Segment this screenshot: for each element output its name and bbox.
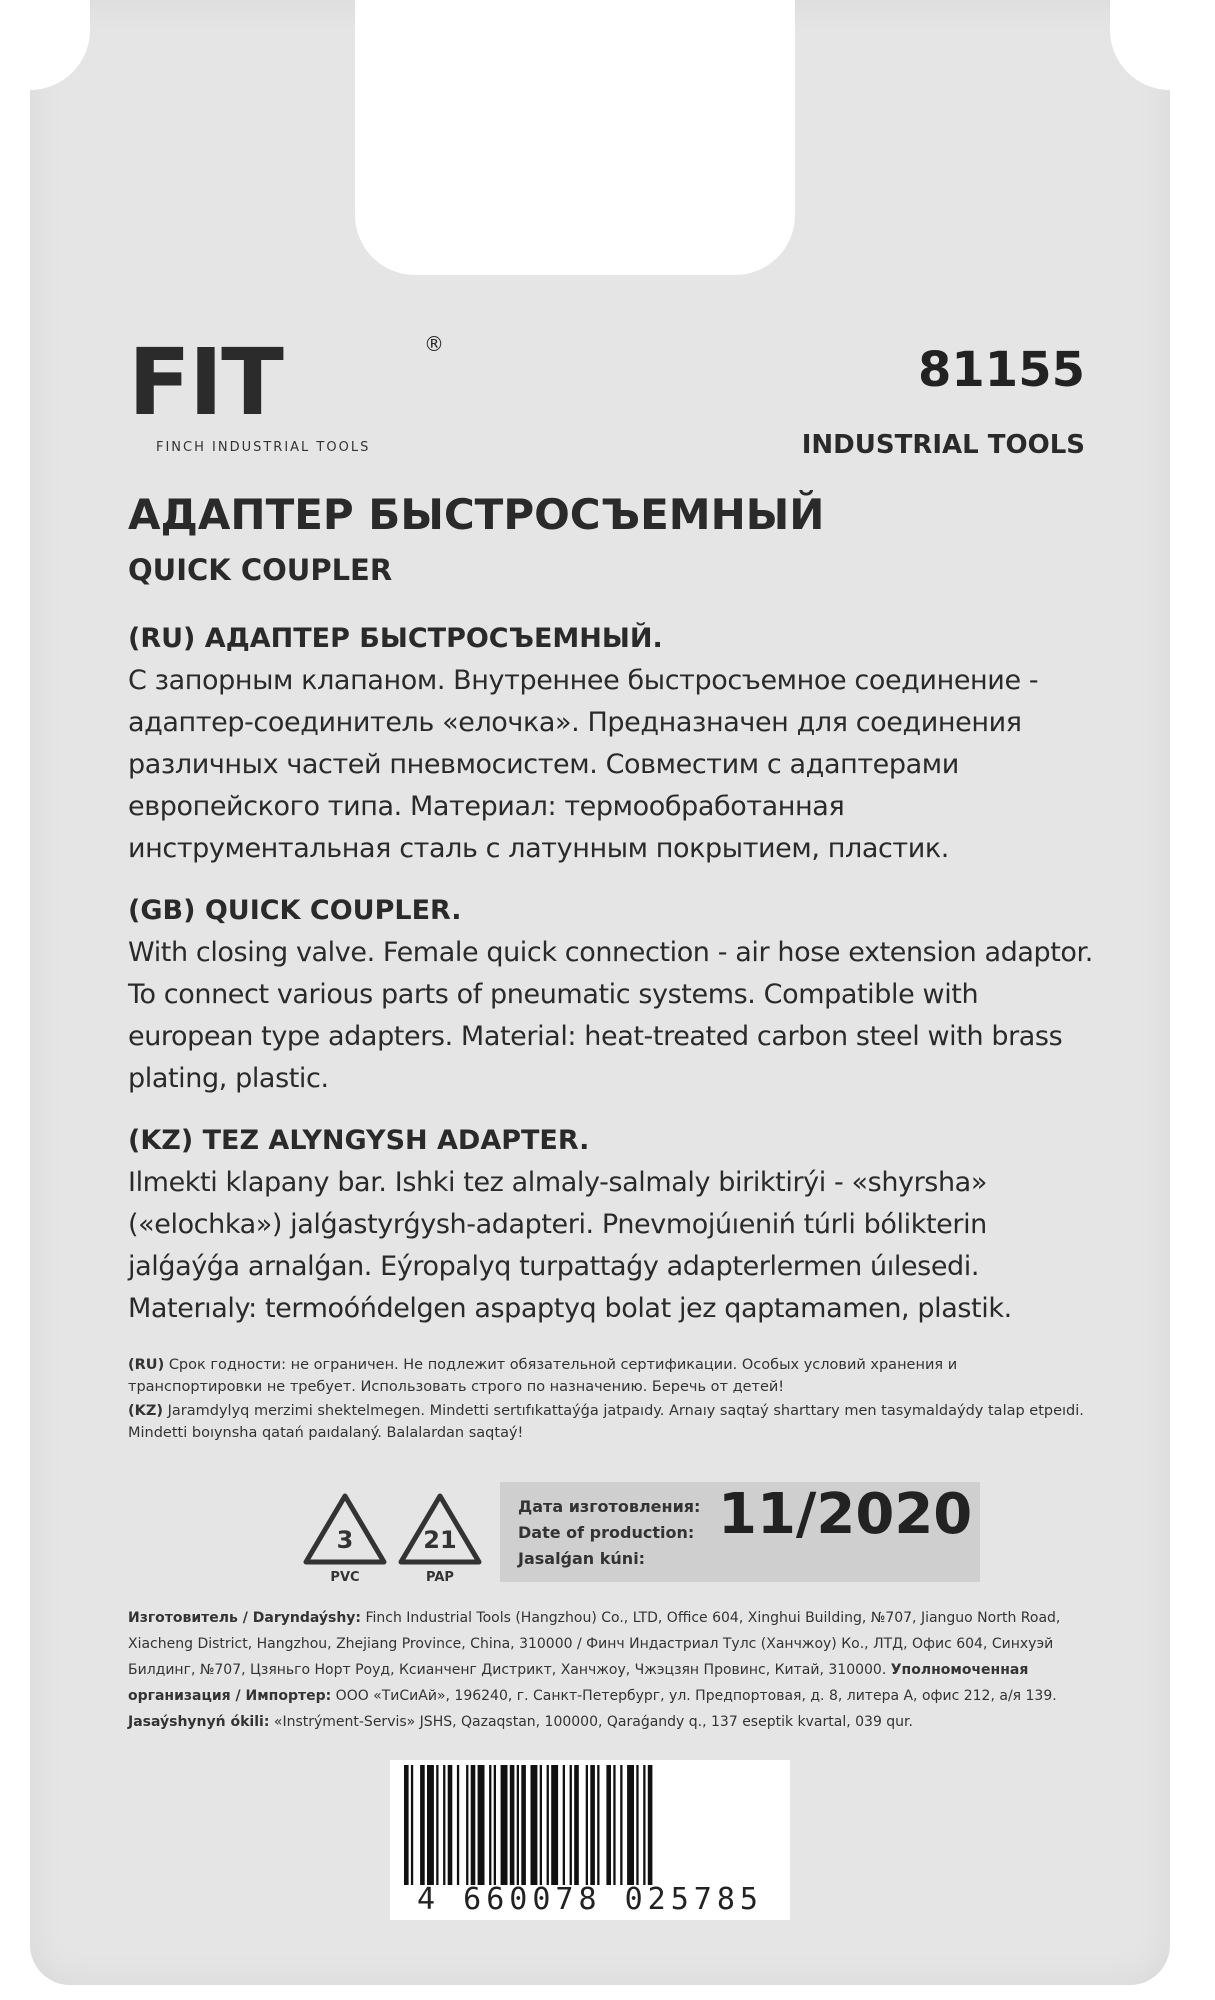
- barcode-bar: [521, 1765, 526, 1885]
- ru-header: (RU) АДАПТЕР БЫСТРОСЪЕМНЫЙ.: [128, 623, 663, 654]
- barcode-bar: [563, 1765, 565, 1885]
- title-ru: АДАПТЕР БЫСТРОСЪЕМНЫЙ: [128, 490, 825, 539]
- barcode-bar: [627, 1765, 634, 1885]
- manufacturer-label: Изготовитель / Daryndaýshy:: [128, 1610, 362, 1626]
- title-en: QUICK COUPLER: [128, 553, 393, 587]
- barcode-bar: [489, 1765, 491, 1885]
- manufacturer-info: [128, 1605, 1088, 1735]
- hang-hole: [355, 0, 795, 275]
- barcode-bar: [517, 1765, 519, 1885]
- production-label-kz: Jasalǵan kúni:: [518, 1549, 646, 1568]
- production-label-ru: Дата изготовления:: [518, 1497, 701, 1516]
- kz-notes-tag: (KZ): [128, 1403, 164, 1419]
- kz-text: Ilmekti klapany bar. Ishki tez almaly-salmaly biriktirýi - «shyrsha» («elochka») jalǵastyrǵysh-adapteri. Pnevmojúıeniń túrli bólikterin jalǵaýǵa arnalǵan. Eýropalyq turpattaǵy adapterlermen úılesedi. Materıaly: termoóńdelgen aspaptyq bolat jez qaptamamen, plastik.: [128, 1167, 1012, 1324]
- barcode-bar: [570, 1765, 572, 1885]
- barcode-bar: [501, 1765, 508, 1885]
- registered-mark: ®: [424, 332, 444, 356]
- barcode-bar: [436, 1765, 438, 1885]
- kz-notes-text: Jaramdylyq merzimi shektelmegen. Mindetti sertıfıkattaýǵa jatpaıdy. Arnaıy saqtaý sharttary men tasymaldaýdy talap etpeıdi. Mindetti boıynsha qatań paıdalaný. Balalardan saqtaý!: [128, 1403, 1084, 1441]
- barcode-bar: [620, 1765, 622, 1885]
- ru-description: [128, 618, 1093, 870]
- gb-text: With closing valve. Female quick connection - air hose extension adaptor. To connect various parts of pneumatic systems. Compatible with european type adapters. Material: heat-treated carbon steel with brass plating, plastic.: [128, 937, 1093, 1094]
- recycle-pvc: [300, 1490, 390, 1590]
- barcode-bar: [404, 1765, 409, 1885]
- ru-text: С запорным клапаном. Внутреннее быстросъемное соединение - адаптер-соединитель «елочка». Предназначен для соединения различных частей пневмосистем. Совместим с адаптерами европейского типа. Материал: термообработанная инструментальная сталь с латунным покрытием, пластик.: [128, 665, 1039, 864]
- importer-label: Уполномоченная организация / Импортер:: [128, 1662, 1029, 1704]
- ru-notes-tag: (RU): [128, 1357, 165, 1373]
- barcode-bar: [636, 1765, 638, 1885]
- kz-rep-label: Jasaýshynyń ókili:: [128, 1714, 270, 1730]
- recycle-pap: [395, 1490, 485, 1590]
- barcode-bar: [590, 1765, 595, 1885]
- ru-notes-text: Срок годности: не ограничен. Не подлежит обязательной сертификации. Особых условий хранения и транспортировки не требует. Использовать строго по назначению. Беречь от детей!: [128, 1357, 958, 1395]
- kz-rep-text: «Instrýment-Servis» JSHS, Qazaqstan, 100000, Qaraǵandy q., 137 eseptik kvartal, 039 qur.: [273, 1714, 913, 1730]
- barcode-bar: [586, 1765, 588, 1885]
- barcode-bar: [420, 1765, 425, 1885]
- logo-text: FIT: [128, 329, 282, 436]
- barcode-bar: [510, 1765, 515, 1885]
- barcode-bar: [531, 1765, 538, 1885]
- card-corner-left: [30, 0, 90, 90]
- article-number: 81155: [918, 342, 1085, 398]
- barcode-bar: [551, 1765, 558, 1885]
- recycle-triangle-icon: [300, 1490, 390, 1570]
- ru-notes: [128, 1354, 1088, 1398]
- barcode-bar: [457, 1765, 459, 1885]
- barcode-bar: [643, 1765, 645, 1885]
- barcode-number: 4 660078 025785: [417, 1882, 763, 1917]
- category-label: INDUSTRIAL TOOLS: [801, 430, 1085, 460]
- barcode-bar: [427, 1765, 434, 1885]
- barcode-bar: [597, 1765, 599, 1885]
- barcode-bar: [478, 1765, 485, 1885]
- fit-logo: [128, 330, 458, 460]
- barcode-bar: [443, 1765, 445, 1885]
- kz-description: [128, 1120, 1093, 1330]
- importer-text: ООО «ТиСиАй», 196240, г. Санкт-Петербург, ул. Предпортовая, д. 8, литера А, офис 212, а/я 139.: [335, 1688, 1057, 1704]
- kz-header: (KZ) TEZ ALYNGYSH ADAPTER.: [128, 1125, 590, 1156]
- barcode-bar: [448, 1765, 453, 1885]
- barcode-bar: [466, 1765, 468, 1885]
- barcode-bar: [471, 1765, 476, 1885]
- barcode-bar: [606, 1765, 611, 1885]
- logo-subtitle: FINCH INDUSTRIAL TOOLS: [156, 440, 371, 455]
- manufacturer-text: Finch Industrial Tools (Hangzhou) Co., LTD, Office 604, Xinghui Building, №707, Jianguo North Road, Xiacheng District, Hangzhou, Zhejiang Province, China, 310000 / Финч Индастриал Тулс (Ханчжоу) Ко., ЛТД, Офис 604, Синхуэй Билдинг, №707, Цзяньго Норт Роуд, Ксианченг Дистрикт, Ханчжоу, Чжэцзян Провинс, Китай, 310000.: [128, 1610, 1061, 1678]
- barcode-bar: [648, 1765, 653, 1885]
- recycle-label: PAP: [426, 1570, 454, 1585]
- recycle-code: 21: [423, 1526, 457, 1554]
- production-date: 11/2020: [718, 1482, 973, 1547]
- production-label-en: Date of production:: [518, 1523, 695, 1542]
- gb-header: (GB) QUICK COUPLER.: [128, 895, 462, 926]
- barcode-bar: [411, 1765, 413, 1885]
- recycle-code: 3: [336, 1526, 354, 1554]
- barcode: [390, 1760, 790, 1920]
- barcode-bar: [574, 1765, 579, 1885]
- card-corner-right: [1110, 0, 1170, 90]
- barcode-bar: [540, 1765, 542, 1885]
- barcode-bar: [547, 1765, 549, 1885]
- kz-notes: [128, 1400, 1088, 1444]
- gb-description: [128, 890, 1093, 1100]
- barcode-bar: [494, 1765, 496, 1885]
- production-labels: [518, 1494, 700, 1572]
- recycle-label: PVC: [330, 1570, 360, 1585]
- recycle-triangle-icon: [395, 1490, 485, 1570]
- barcode-bars: [400, 1765, 780, 1885]
- barcode-bar: [613, 1765, 615, 1885]
